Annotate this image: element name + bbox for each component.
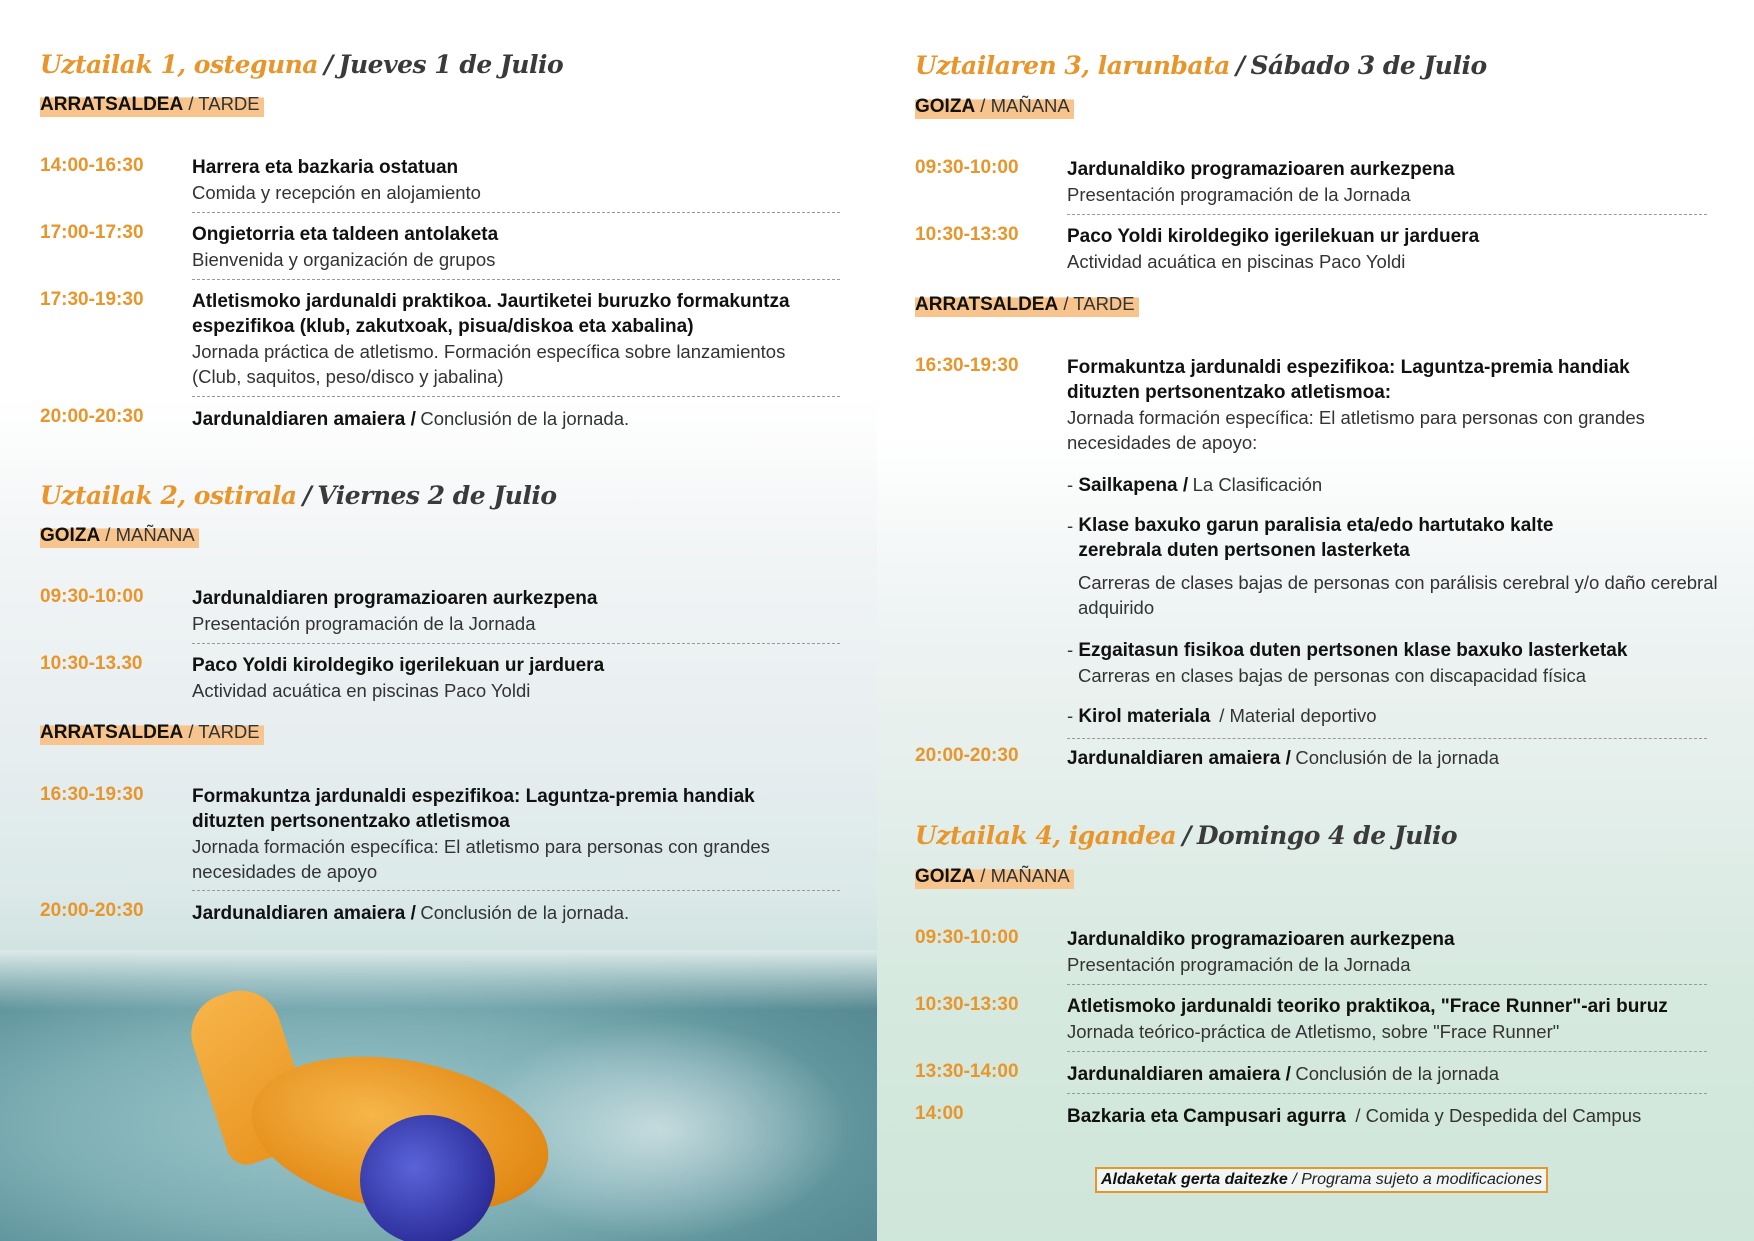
subitem-eu: Kirol materiala [1078, 706, 1211, 727]
day-separator: / [1182, 821, 1191, 850]
period-label [915, 290, 1139, 317]
day-title-es: Viernes 2 de Julio [317, 481, 557, 510]
item-time: 09:30-10:00 [915, 927, 1019, 948]
item-time: 17:30-19:30 [40, 289, 144, 310]
item-desc-es: / Comida y Despedida del Campus [1350, 1105, 1642, 1126]
subitem [1067, 513, 1718, 620]
item-title-eu: Formakuntza jardunaldi espezifikoa: Laguntza-premia handiak dituzten pertsonentzako atletismoa [192, 786, 755, 832]
item-desc-es: Jornada teórico-práctica de Atletismo, sobre "Frace Runner" [1067, 1021, 1560, 1042]
item-desc-es: Presentación programación de la Jornada [192, 613, 536, 634]
day-title [40, 50, 563, 79]
subitem-eu: Sailkapena / [1078, 475, 1189, 496]
subitem-dash: - [1067, 705, 1079, 726]
item-title-eu: Bazkaria eta Campusari agurra [1067, 1106, 1346, 1127]
day-title-eu: Uztailak 1, osteguna [40, 50, 319, 79]
day-title [915, 821, 1457, 850]
subitem [1067, 637, 1717, 688]
day-separator: / [1235, 51, 1245, 80]
swimmer-photo [0, 950, 877, 1241]
item-title-eu: Atletismoko jardunaldi teoriko praktikoa, "Frace Runner"-ari buruz [1067, 996, 1668, 1017]
day-separator: / [302, 481, 312, 510]
subitem-dash: - [1067, 639, 1079, 660]
subitem-es: / Material deportivo [1219, 705, 1377, 726]
subitem-eu: Ezgaitasun fisikoa duten pertsonen klase baxuko lasterketak [1078, 640, 1628, 661]
period-label [915, 92, 1074, 119]
divider [1067, 984, 1707, 985]
period-es: MAÑANA [115, 524, 195, 545]
item-time: 17:00-17:30 [40, 222, 144, 243]
subitem-es: Carreras en clases bajas de personas con discapacidad física [1078, 665, 1587, 686]
subitem-es: La Clasificación [1192, 474, 1323, 495]
item-title-eu: Paco Yoldi kiroldegiko igerilekuan ur jarduera [1067, 226, 1480, 247]
period-es: TARDE [198, 93, 260, 114]
period-label [40, 90, 264, 117]
item-desc-es: Actividad acuática en piscinas Paco Yoldi [192, 680, 531, 701]
period-label [915, 862, 1074, 889]
item-desc-es: Conclusión de la jornada. [420, 408, 630, 429]
divider [1067, 214, 1707, 215]
period-sep: / [1058, 293, 1074, 314]
day-separator: / [324, 50, 333, 79]
item-title-eu: Jardunaldiaren programazioaren aurkezpena [192, 588, 598, 609]
item-desc-es: Bienvenida y organización de grupos [192, 249, 496, 270]
item-desc-es: Jornada práctica de atletismo. Formación específica sobre lanzamientos (Club, saquitos, peso/disco y jabalina) [192, 341, 786, 387]
item-title-eu: Jardunaldiaren amaiera / [1067, 1064, 1291, 1085]
item-title-eu: Harrera eta bazkaria ostatuan [192, 157, 459, 178]
item-desc-es: Comida y recepción en alojamiento [192, 182, 481, 203]
item-title-eu: Formakuntza jardunaldi espezifikoa: Laguntza-premia handiak dituzten pertsonentzako atletismoa: [1067, 357, 1630, 403]
footer-note-eu: Aldaketak gerta daitezke [1101, 1171, 1288, 1188]
item-desc-es: Conclusión de la jornada. [420, 902, 630, 923]
period-label [40, 718, 264, 745]
period-eu: GOIZA [915, 866, 976, 887]
item-desc-es: Actividad acuática en piscinas Paco Yoldi [1067, 251, 1406, 272]
divider [192, 212, 840, 213]
item-time: 16:30-19:30 [915, 355, 1019, 376]
swim-cap [360, 1115, 495, 1241]
item-desc-es: Presentación programación de la Jornada [1067, 184, 1411, 205]
period-sep: / [975, 95, 991, 116]
item-time: 09:30-10:00 [40, 586, 144, 607]
divider [192, 396, 840, 397]
day-title [40, 481, 557, 510]
divider [1067, 1051, 1707, 1052]
period-es: TARDE [1073, 293, 1135, 314]
subitem-dash: - [1067, 474, 1079, 495]
item-desc-es: Conclusión de la jornada [1295, 1063, 1499, 1084]
item-desc-es: Conclusión de la jornada [1295, 747, 1499, 768]
period-eu: ARRATSALDEA [915, 294, 1059, 315]
day-title [915, 51, 1487, 80]
item-title-eu: Jardunaldiaren amaiera / [192, 903, 416, 924]
item-time: 10:30-13:30 [915, 224, 1019, 245]
item-title-eu: Jardunaldiko programazioaren aurkezpena [1067, 159, 1455, 180]
item-time: 20:00-20:30 [915, 745, 1019, 766]
item-time: 16:30-19:30 [40, 784, 144, 805]
divider [1067, 738, 1707, 739]
period-sep: / [183, 93, 199, 114]
item-time: 14:00 [915, 1103, 964, 1124]
day-title-es: Sábado 3 de Julio [1250, 51, 1487, 80]
item-title-eu: Paco Yoldi kiroldegiko igerilekuan ur jarduera [192, 655, 605, 676]
period-es: TARDE [198, 721, 260, 742]
period-eu: ARRATSALDEA [40, 94, 184, 115]
item-desc-es: Jornada formación específica: El atletismo para personas con grandes necesidades de apoyo: [1067, 407, 1645, 453]
item-title-eu: Ongietorria eta taldeen antolaketa [192, 224, 499, 245]
period-sep: / [183, 721, 199, 742]
period-eu: GOIZA [915, 96, 976, 117]
period-eu: ARRATSALDEA [40, 722, 184, 743]
divider [192, 279, 840, 280]
item-title-eu: Jardunaldiaren amaiera / [1067, 748, 1291, 769]
day-title-eu: Uztailaren 3, larunbata [915, 51, 1230, 80]
footer-note-es: / Programa sujeto a modificaciones [1287, 1171, 1543, 1188]
item-title-eu: Jardunaldiaren amaiera / [192, 409, 416, 430]
subitem [1067, 703, 1717, 729]
day-title-es: Jueves 1 de Julio [338, 50, 564, 79]
item-time: 10:30-13:30 [915, 994, 1019, 1015]
item-time: 14:00-16:30 [40, 155, 144, 176]
day-title-eu: Uztailak 2, ostirala [40, 481, 297, 510]
divider [1067, 1093, 1707, 1094]
period-sep: / [100, 524, 116, 545]
subitem-eu: Klase baxuko garun paralisia eta/edo hartutako kalte zerebrala duten pertsonen lasterketa [1078, 515, 1554, 561]
divider [192, 643, 840, 644]
period-es: MAÑANA [990, 95, 1070, 116]
item-time: 10:30-13.30 [40, 653, 143, 674]
item-title-eu: Atletismoko jardunaldi praktikoa. Jaurtiketei buruzko formakuntza espezifikoa (klub, zakutxoak, pisua/diskoa eta xabalina) [192, 291, 790, 337]
item-title-eu: Jardunaldiko programazioaren aurkezpena [1067, 929, 1455, 950]
item-time: 20:00-20:30 [40, 900, 144, 921]
item-time: 13:30-14:00 [915, 1061, 1019, 1082]
subitem-es: Carreras de clases bajas de personas con parálisis cerebral y/o daño cerebral adquirido [1078, 572, 1718, 618]
divider [192, 890, 840, 891]
day-title-es: Domingo 4 de Julio [1196, 821, 1458, 850]
item-time: 20:00-20:30 [40, 406, 144, 427]
subitem-dash: - [1067, 515, 1079, 536]
period-es: MAÑANA [990, 865, 1070, 886]
item-desc-es: Jornada formación específica: El atletismo para personas con grandes necesidades de apoyo [192, 836, 770, 882]
subitem [1067, 472, 1717, 498]
period-eu: GOIZA [40, 525, 101, 546]
period-sep: / [975, 865, 991, 886]
item-time: 09:30-10:00 [915, 157, 1019, 178]
period-label [40, 521, 199, 548]
item-desc-es: Presentación programación de la Jornada [1067, 954, 1411, 975]
day-title-eu: Uztailak 4, igandea [915, 821, 1177, 850]
footer-note [1095, 1167, 1548, 1193]
